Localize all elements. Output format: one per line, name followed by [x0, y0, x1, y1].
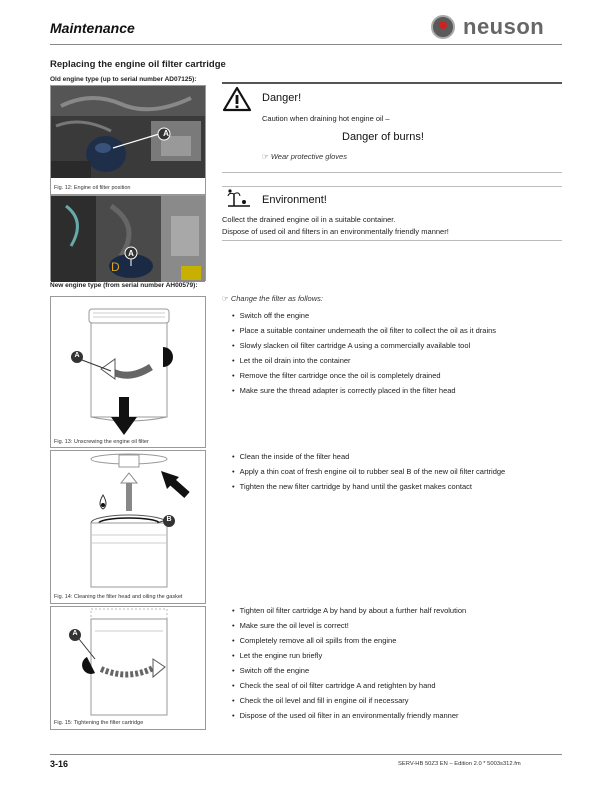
list-item: • Switch off the engine [232, 663, 466, 678]
list-item: • Let the oil drain into the container [232, 353, 496, 368]
steps-group-2 [232, 449, 505, 494]
figure-15-caption: Fig. 15: Tightening the filter cartridge [54, 720, 144, 726]
environment-line-1: Collect the drained engine oil in a suitable container. [222, 215, 396, 224]
marker-a: A [163, 129, 169, 138]
old-engine-label: Old engine type (up to serial number AD07125): [50, 76, 197, 83]
figure-15 [50, 606, 206, 730]
danger-bottom-rule [222, 172, 562, 173]
steps-intro [222, 294, 323, 303]
document-reference: SERV-HB 50Z3 EN – Edition 2.0 * 5003s312.fm [398, 761, 521, 767]
figure-12-new-engine [50, 195, 206, 281]
marker-a-fig15: A [72, 630, 78, 637]
engine-photo-new [51, 196, 205, 282]
figure-12-caption: Fig. 12: Engine oil filter position [54, 185, 131, 191]
list-item: • Remove the filter cartridge once the oil is completely drained [232, 368, 496, 383]
danger-heading: Danger! [262, 92, 302, 104]
new-engine-label: New engine type (from serial number AH00579): [50, 282, 198, 289]
brand-logo [431, 14, 544, 40]
brand-emblem-icon [431, 15, 455, 39]
section-header-title: Maintenance [50, 20, 135, 36]
figure-14 [50, 450, 206, 604]
list-item: • Dispose of the used oil filter in an environmentally friendly manner [232, 708, 466, 723]
environment-icon [224, 188, 252, 210]
list-item: • Tighten oil filter cartridge A by hand by about a further half revolution [232, 603, 466, 618]
filter-unscrew-drawing [51, 297, 207, 435]
list-item: • Completely remove all oil spills from the engine [232, 633, 466, 648]
danger-emphasis: Danger of burns! [342, 131, 424, 143]
list-item: • Make sure the oil level is correct! [232, 618, 466, 633]
page-title: Replacing the engine oil filter cartridge [50, 59, 226, 70]
engine-photo-old [51, 86, 205, 178]
figure-14-caption: Fig. 14: Cleaning the filter head and oiling the gasket [54, 594, 183, 600]
danger-text: Caution when draining hot engine oil – [262, 114, 390, 123]
page-number: 3-16 [50, 759, 69, 769]
filter-clean-drawing [51, 451, 207, 591]
steps-intro-text: Change the filter as follows: [230, 294, 323, 303]
filter-tighten-drawing [51, 607, 207, 717]
steps-group-3 [232, 603, 466, 723]
list-item: • Switch off the engine [232, 308, 496, 323]
figure-12 [50, 85, 206, 195]
list-item: • Check the oil level and fill in engine oil if necessary [232, 693, 466, 708]
environment-bottom-rule [222, 240, 562, 241]
footer-divider [50, 754, 562, 755]
list-item: • Place a suitable container underneath the oil filter to collect the oil as it drains [232, 323, 496, 338]
marker-a-new: A [128, 249, 134, 258]
warning-triangle-icon [222, 86, 252, 112]
list-item: • Check the seal of oil filter cartridge A and retighten by hand [232, 678, 466, 693]
list-item: • Apply a thin coat of fresh engine oil to rubber seal B of the new oil filter cartridge [232, 464, 505, 479]
marker-a-fig13: A [74, 352, 80, 359]
figure-13 [50, 296, 206, 448]
pointing-hand-icon: ☞ [222, 294, 229, 303]
svg-text:D: D [111, 260, 120, 274]
danger-top-rule [222, 82, 562, 84]
header-divider [50, 44, 562, 45]
environment-line-2: Dispose of used oil and filters in an environmentally friendly manner! [222, 227, 449, 236]
environment-heading: Environment! [262, 194, 327, 206]
list-item: • Slowly slacken oil filter cartridge A using a commercially available tool [232, 338, 496, 353]
environment-top-rule [222, 186, 562, 187]
list-item: • Clean the inside of the filter head [232, 449, 505, 464]
danger-instruction-text: Wear protective gloves [270, 152, 347, 161]
steps-group-1 [232, 308, 496, 398]
marker-b: B [166, 516, 172, 523]
figure-13-caption: Fig. 13: Unscrewing the engine oil filter [54, 439, 149, 445]
list-item: • Tighten the new filter cartridge by hand until the gasket makes contact [232, 479, 505, 494]
list-item: • Make sure the thread adapter is correctly placed in the filter head [232, 383, 496, 398]
list-item: • Let the engine run briefly [232, 648, 466, 663]
brand-name: neuson [463, 14, 545, 39]
pointing-hand-icon: ☞ [262, 152, 269, 161]
danger-instruction [262, 152, 347, 161]
